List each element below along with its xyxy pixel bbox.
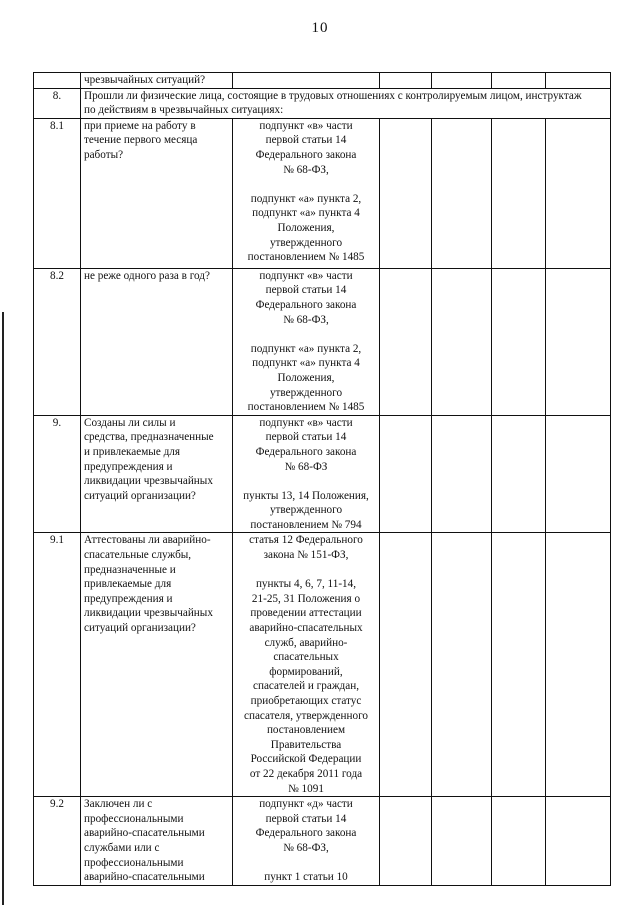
reference-line: № 1091	[288, 782, 324, 795]
question-line: аварийно-спасательными	[84, 871, 205, 884]
line-gap	[236, 474, 376, 489]
reference-line: пункт 1 статьи 10	[264, 871, 348, 884]
answer-cell-na	[492, 73, 546, 89]
question-line: чрезвычайных ситуаций?	[84, 74, 206, 86]
answer-cell-note	[546, 415, 611, 533]
question-line: предназначенные и	[84, 563, 176, 576]
reference-line: подпункт «д» части	[259, 798, 353, 811]
reference-line: 21-25, 31 Положения о	[251, 592, 361, 605]
page-edge-line	[2, 312, 4, 905]
question-line: профессиональными	[84, 856, 184, 869]
reference-line: подпункт «в» части	[259, 119, 353, 132]
reference-line: Федерального закона	[255, 445, 357, 458]
reference-line: спасательных	[273, 651, 339, 664]
reference-line: утвержденного	[269, 504, 343, 517]
answer-cell-no	[432, 268, 492, 415]
table-row-8	[34, 88, 611, 118]
table-row-9-1	[34, 533, 611, 797]
page-number: 10	[311, 20, 329, 36]
question-line: при приеме на работу в	[84, 119, 196, 132]
reference-line: проведении аттестации	[250, 607, 362, 620]
row-question	[81, 415, 233, 533]
reference-line: подпункт «а» пункта 4	[252, 207, 360, 220]
row-number: 9.1	[34, 533, 81, 797]
reference-line: постановлением	[266, 724, 346, 737]
reference-line: Федерального закона	[255, 827, 357, 840]
row-number: 8.1	[34, 118, 81, 268]
table-row-8-1	[34, 118, 611, 268]
answer-cell-note	[546, 73, 611, 89]
reference-line: Федерального закона	[255, 148, 357, 161]
row-question	[81, 73, 233, 89]
reference-line: Положения,	[277, 371, 335, 384]
answer-cell-no	[432, 797, 492, 886]
question-line: ликвидации чрезвычайных	[84, 475, 213, 488]
answer-cell-no	[432, 73, 492, 89]
answer-cell-no	[432, 415, 492, 533]
answer-cell-yes	[380, 73, 432, 89]
row-section-header	[81, 88, 611, 118]
question-line: ликвидации чрезвычайных	[84, 607, 213, 620]
line-gap	[236, 177, 376, 192]
row-number: 8.2	[34, 268, 81, 415]
table-row-9-2	[34, 797, 611, 886]
reference-line: утвержденного	[269, 236, 343, 249]
answer-cell-na	[492, 797, 546, 886]
answer-cell-note	[546, 533, 611, 797]
question-line: предупреждения и	[84, 592, 173, 605]
row-question	[81, 268, 233, 415]
question-line: ситуаций организации?	[84, 489, 196, 502]
reference-line: подпункт «а» пункта 2,	[250, 192, 362, 205]
question-line: ситуаций организации?	[84, 622, 196, 635]
row-number: 9.2	[34, 797, 81, 886]
table-row-8-2	[34, 268, 611, 415]
row-question	[81, 797, 233, 886]
reference-line: аварийно-спасательных	[249, 622, 363, 635]
table-row-continuation	[34, 73, 611, 89]
reference-line: формирований,	[269, 665, 343, 678]
line-gap	[236, 327, 376, 342]
reference-line: спасателей и граждан,	[253, 680, 359, 693]
reference-line: от 22 декабря 2011 года	[249, 767, 363, 780]
question-line: и привлекаемые для	[84, 445, 181, 458]
answer-cell-note	[546, 118, 611, 268]
reference-line: пункты 4, 6, 7, 11-14,	[255, 578, 357, 591]
reference-line: Российской Федерации	[250, 753, 362, 766]
answer-cell-note	[546, 797, 611, 886]
row-reference	[233, 268, 380, 415]
reference-line: служб, аварийно-	[264, 636, 348, 649]
question-line: Заключен ли с	[84, 798, 153, 811]
reference-line: закона № 151-ФЗ,	[263, 549, 349, 562]
reference-line: подпункт «а» пункта 2,	[250, 342, 362, 355]
reference-line: Федерального закона	[255, 298, 357, 311]
row-number: 9.	[34, 415, 81, 533]
reference-line: первой статьи 14	[265, 812, 347, 825]
answer-cell-yes	[380, 268, 432, 415]
row-number: 8.	[34, 88, 81, 118]
answer-cell-yes	[380, 118, 432, 268]
answer-cell-no	[432, 533, 492, 797]
line-gap	[236, 856, 376, 871]
question-line: профессиональными	[84, 812, 184, 825]
reference-line: подпункт «в» части	[259, 416, 353, 429]
answer-cell-na	[492, 415, 546, 533]
reference-line: № 68-ФЗ,	[283, 313, 329, 326]
row-question	[81, 118, 233, 268]
answer-cell-na	[492, 118, 546, 268]
question-line: средства, предназначенные	[84, 431, 214, 444]
reference-line: утвержденного	[269, 386, 343, 399]
answer-cell-na	[492, 533, 546, 797]
reference-line: приобретающих статус	[250, 695, 362, 707]
question-line: службами или с	[84, 841, 160, 854]
question-line: течение первого месяца	[84, 134, 198, 147]
row-reference	[233, 73, 380, 89]
reference-line: постановлением № 1485	[247, 401, 365, 414]
question-line: аварийно-спасательными	[84, 827, 205, 840]
reference-line: спасателя, утвержденного	[244, 709, 368, 722]
question-line: работы?	[84, 148, 124, 161]
reference-line: подпункт «а» пункта 4	[252, 357, 360, 370]
reference-line: № 68-ФЗ,	[283, 163, 329, 176]
reference-line: первой статьи 14	[265, 134, 347, 147]
row-reference	[233, 415, 380, 533]
question-line: привлекаемые для	[84, 578, 172, 591]
row-reference	[233, 797, 380, 886]
row-question	[81, 533, 233, 797]
reference-line: постановлением № 1485	[247, 251, 365, 264]
row-number	[34, 73, 81, 89]
answer-cell-no	[432, 118, 492, 268]
reference-line: первой статьи 14	[265, 284, 347, 297]
header-line: по действиям в чрезвычайных ситуациях:	[84, 104, 284, 117]
row-reference	[233, 533, 380, 797]
reference-line: постановлением № 794	[250, 518, 362, 531]
reference-line: № 68-ФЗ	[284, 460, 328, 473]
question-line: не реже одного раза в год?	[84, 269, 210, 282]
answer-cell-yes	[380, 533, 432, 797]
reference-line: статья 12 Федерального	[249, 534, 363, 547]
question-line: предупреждения и	[84, 460, 173, 473]
reference-line: пункты 13, 14 Положения,	[243, 489, 369, 502]
question-line: Аттестованы ли аварийно-	[84, 534, 211, 547]
answer-cell-yes	[380, 797, 432, 886]
line-gap	[236, 563, 376, 578]
reference-line: Положения,	[277, 221, 335, 234]
reference-line: № 68-ФЗ,	[283, 841, 329, 854]
reference-line: первой статьи 14	[265, 431, 347, 444]
row-reference	[233, 118, 380, 268]
table-row-9	[34, 415, 611, 533]
question-line: спасательные службы,	[84, 549, 192, 562]
reference-line: Правительства	[270, 738, 342, 751]
reference-line: подпункт «в» части	[259, 269, 353, 282]
answer-cell-na	[492, 268, 546, 415]
header-line: Прошли ли физические лица, состоящие в трудовых отношениях с контролируемым лицом, инструктаж	[84, 89, 582, 102]
answer-cell-yes	[380, 415, 432, 533]
answer-cell-note	[546, 268, 611, 415]
checklist-table	[33, 72, 611, 886]
question-line: Созданы ли силы и	[84, 416, 176, 429]
